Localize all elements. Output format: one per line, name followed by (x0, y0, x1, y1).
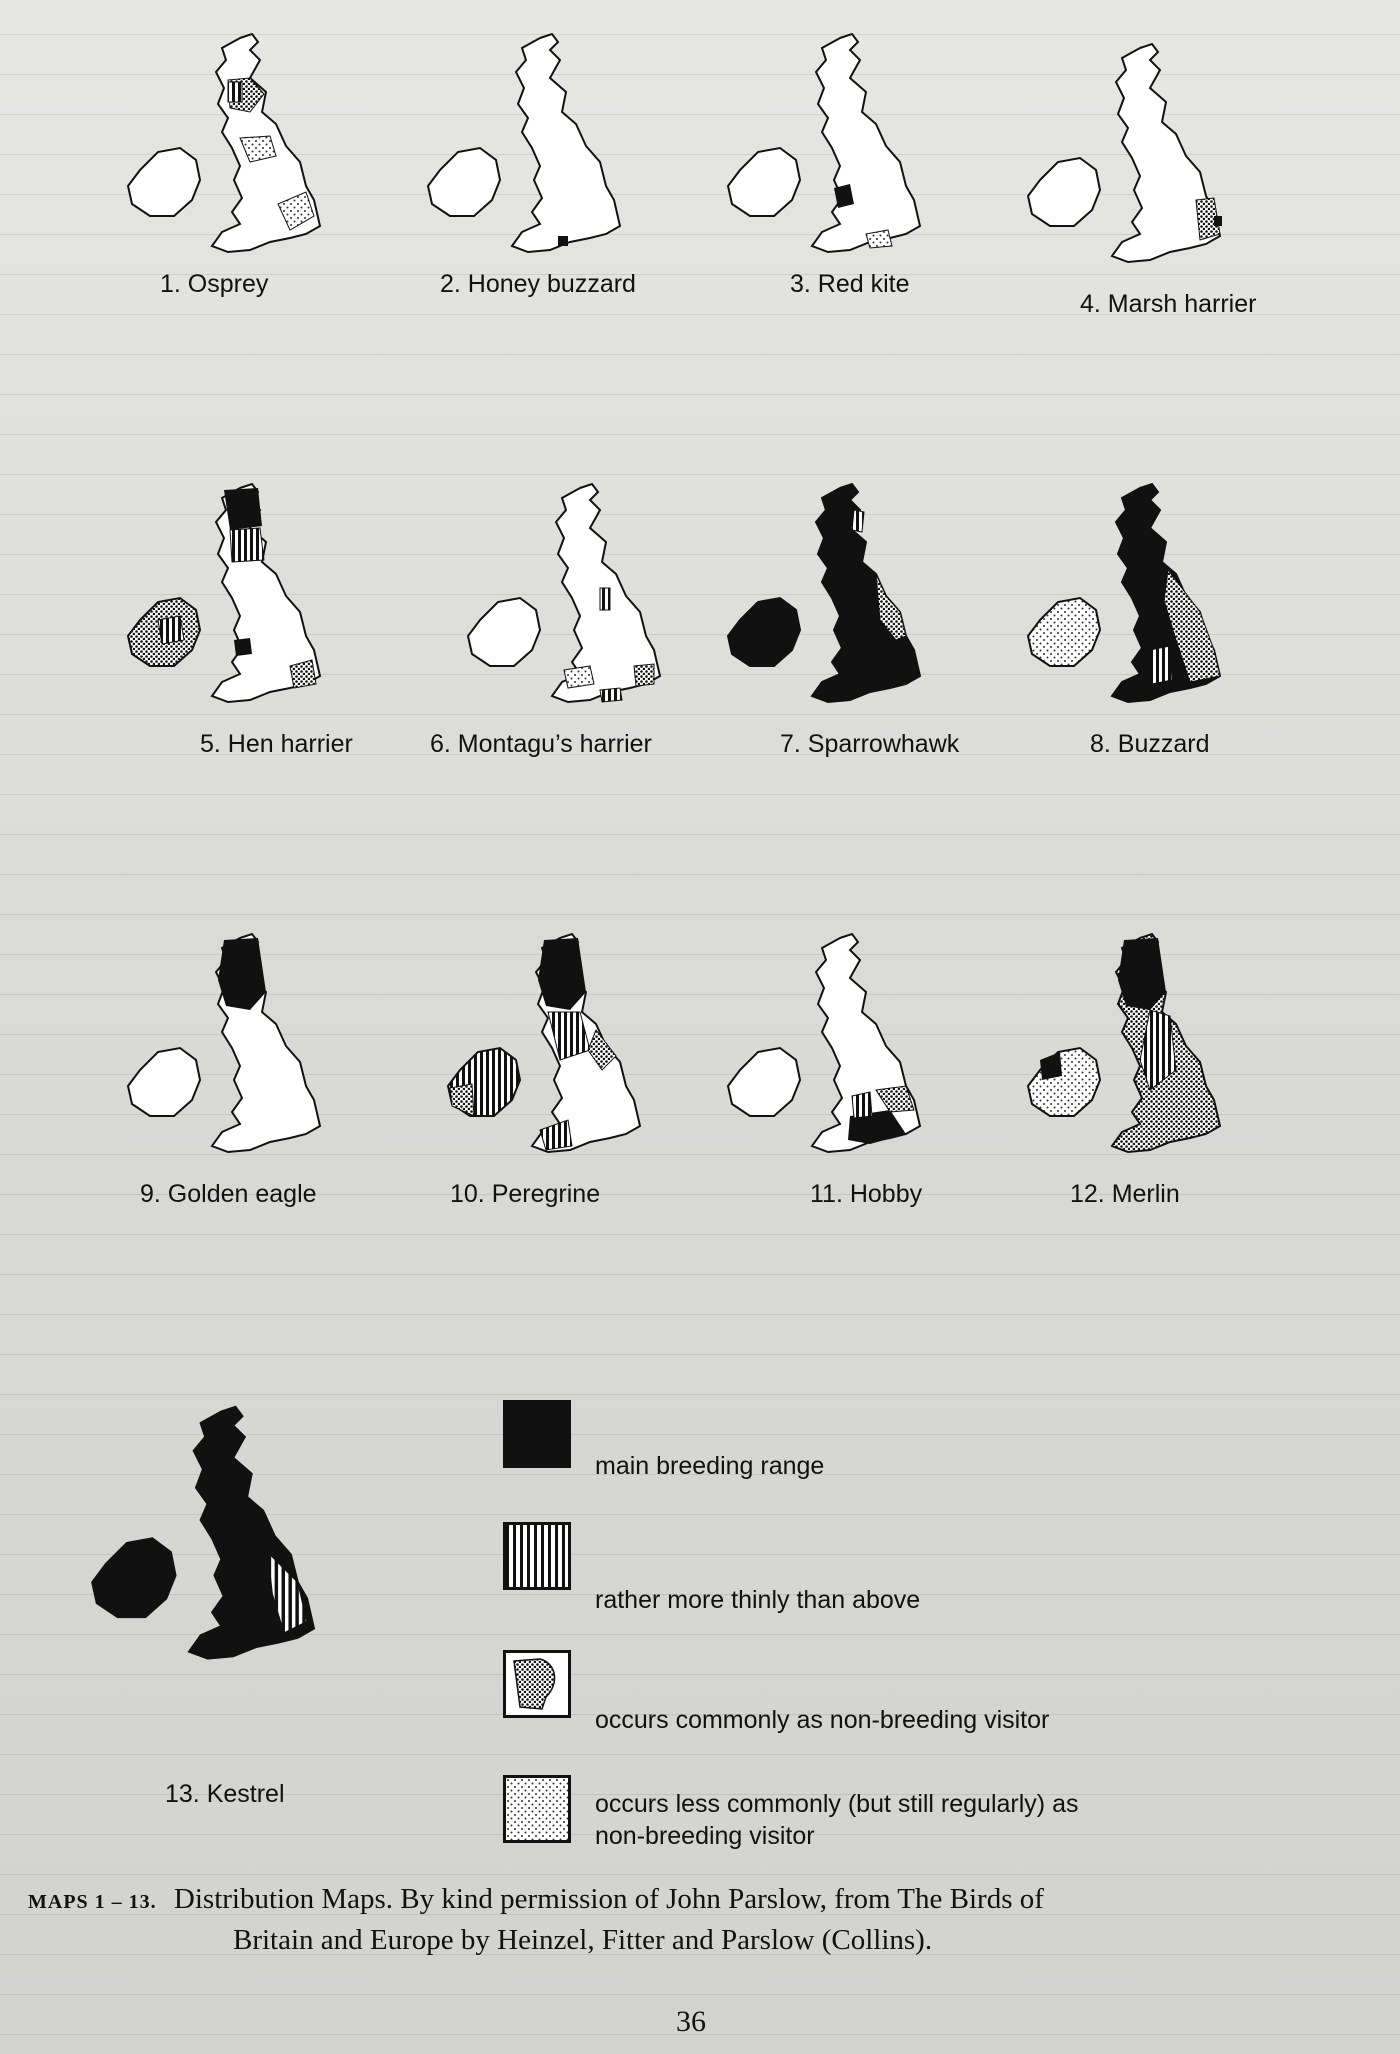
legend-label-less-common-1: occurs less commonly (but still regularly) as (595, 1790, 1079, 1818)
map-caption: 11. Hobby (810, 1180, 923, 1208)
map-caption: 2. Honey buzzard (440, 270, 636, 298)
legend-swatch-less-common (503, 1775, 571, 1843)
map-caption: 12. Merlin (1070, 1180, 1180, 1208)
map-hen-harrier (100, 470, 360, 720)
map-caption: 13. Kestrel (165, 1780, 285, 1808)
map-caption: 4. Marsh harrier (1080, 290, 1257, 318)
map-golden-eagle (100, 920, 360, 1170)
map-marsh-harrier (1000, 30, 1260, 280)
legend-label-thin: rather more thinly than above (595, 1586, 921, 1614)
legend-swatch-common-visitor (503, 1650, 571, 1718)
map-montagus-harrier (440, 470, 700, 720)
caption-line-2: Britain and Europe by Heinzel, Fitter and Parslow (Collins). (233, 1924, 933, 1956)
map-kestrel (60, 1390, 360, 1680)
map-sparrowhawk (700, 470, 960, 720)
caption-lead: MAPS 1 – 13. (28, 1891, 157, 1913)
map-caption: 10. Peregrine (450, 1180, 601, 1208)
map-caption: 9. Golden eagle (140, 1180, 317, 1208)
map-caption: 1. Osprey (160, 270, 269, 298)
map-caption: 6. Montagu’s harrier (430, 730, 652, 758)
map-caption: 3. Red kite (790, 270, 910, 298)
map-caption: 7. Sparrowhawk (780, 730, 960, 758)
map-peregrine (420, 920, 680, 1170)
legend-swatch-thin (503, 1522, 571, 1590)
map-osprey (100, 20, 360, 270)
map-red-kite (700, 20, 960, 270)
map-caption: 8. Buzzard (1090, 730, 1210, 758)
figure-caption (28, 1880, 1368, 1959)
map-honey-buzzard (400, 20, 660, 270)
map-caption: 5. Hen harrier (200, 730, 353, 758)
map-merlin (1000, 920, 1260, 1170)
legend-swatch-main (503, 1400, 571, 1468)
legend-label-less-common-2: non-breeding visitor (595, 1822, 815, 1850)
caption-line-1: Distribution Maps. By kind permission of John Parslow, from The Birds of (173, 1883, 1044, 1915)
legend-label-main: main breeding range (595, 1452, 825, 1480)
map-hobby (700, 920, 960, 1170)
legend-label-common-visitor: occurs commonly as non-breeding visitor (595, 1706, 1050, 1734)
map-buzzard (1000, 470, 1260, 720)
page-number: 36 (676, 2005, 706, 2038)
